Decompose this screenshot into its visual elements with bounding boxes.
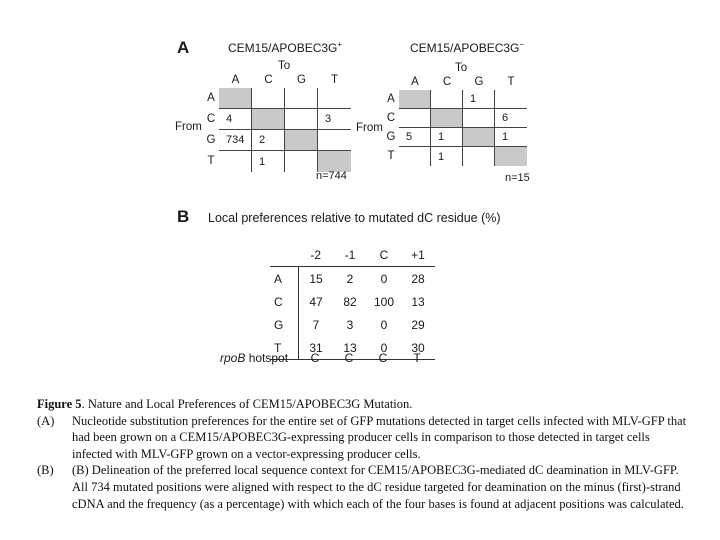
right-from-label: From: [356, 122, 383, 134]
hotspot-value: C: [344, 351, 354, 365]
left-matrix-title-sup: +: [337, 40, 343, 49]
panel-b-letter: B: [177, 207, 190, 226]
caption-part-b: [37, 462, 687, 512]
left-from-label: From: [175, 121, 202, 133]
matrix-cell: [318, 130, 351, 151]
row-label: C: [386, 111, 396, 124]
matrix-cell: 4: [219, 109, 252, 130]
figure-caption: [37, 396, 687, 512]
row-label: C: [206, 112, 216, 125]
matrix-cell: [318, 88, 351, 109]
hotspot-label-italic: rpoB: [220, 351, 246, 365]
matrix-cell: [463, 109, 495, 128]
base-label: T: [270, 336, 299, 360]
position-header: C: [379, 247, 389, 262]
percentage-cell: 0: [380, 317, 388, 332]
matrix-cell: 1: [495, 128, 527, 147]
matrix-cell: [285, 151, 318, 172]
matrix-cell: [219, 88, 252, 109]
header-blank: [270, 243, 299, 267]
left-matrix-title-text: CEM15/APOBEC3G: [228, 41, 338, 55]
matrix-cell: [463, 147, 495, 166]
table-row: [270, 267, 435, 291]
percentage-cell: 29: [411, 317, 425, 332]
row-label: A: [387, 92, 395, 105]
matrix-cell: [285, 109, 318, 130]
row-label: G: [206, 133, 216, 146]
right-n-label: n=15: [505, 172, 530, 184]
column-label: C: [442, 76, 452, 88]
matrix-cell: 734: [219, 130, 252, 151]
percentage-cell: 47: [309, 294, 323, 309]
hotspot-value: C: [310, 351, 320, 365]
matrix-cell: 3: [318, 109, 351, 130]
percentage-cell: 82: [343, 294, 357, 309]
column-label: G: [474, 76, 484, 88]
percentage-cell: 31: [299, 336, 334, 360]
right-matrix-title-text: CEM15/APOBEC3G: [410, 41, 520, 55]
local-preference-table: [270, 243, 435, 360]
matrix-cell: [463, 128, 495, 147]
caption-a-tag: (A): [37, 413, 55, 428]
matrix-cell: 5: [399, 128, 431, 147]
position-header: -2: [310, 247, 322, 262]
percentage-cell: 15: [299, 267, 334, 291]
matrix-cell: [431, 109, 463, 128]
caption-b-text: (B) Delineation of the preferred local sequence context for CEM15/APOBEC3G-mediated dC deamination in MLV-GFP. All 734 mutated positions were aligned with respect to the dC residue targeted for deamination on the minus (first)-strand cDNA and the frequency (as a percentage) with which each of the four bases is found at adjacent positions was calculated.: [72, 463, 684, 511]
percentage-cell: 100: [373, 294, 395, 309]
panel-b-title: Local preferences relative to mutated dC residue (%): [208, 211, 501, 225]
matrix-cell: 1: [431, 147, 463, 166]
row-label: A: [207, 91, 215, 104]
matrix-cell: 6: [495, 109, 527, 128]
column-label: G: [297, 74, 306, 86]
column-label: A: [411, 76, 419, 88]
matrix-cell: 1: [463, 90, 495, 109]
row-label: G: [386, 130, 396, 143]
matrix-cell: [285, 88, 318, 109]
percentage-cell: 30: [401, 336, 435, 360]
position-header: +1: [411, 247, 425, 262]
percentage-cell: 7: [312, 317, 320, 332]
panel-a-letter: A: [177, 38, 190, 57]
right-to-label: To: [455, 62, 468, 74]
column-label: A: [231, 74, 240, 86]
matrix-cell: [252, 109, 285, 130]
hotspot-value: C: [378, 351, 388, 365]
percentage-cell: 0: [367, 267, 401, 291]
caption-figure-title: . Nature and Local Preferences of CEM15/APOBEC3G Mutation.: [81, 397, 413, 411]
percentage-cell: 13: [333, 336, 367, 360]
column-label: T: [507, 76, 515, 88]
matrix-cell: [285, 130, 318, 151]
left-n-label: n=744: [316, 170, 347, 182]
base-label: G: [270, 313, 299, 336]
matrix-cell: 1: [431, 128, 463, 147]
matrix-cell: [252, 88, 285, 109]
right-matrix-title-sup: −: [519, 40, 525, 49]
caption-heading: [37, 396, 687, 413]
matrix-cell: [219, 151, 252, 172]
caption-figure-label: Figure 5: [37, 397, 82, 411]
matrix-cell: 1: [252, 151, 285, 172]
matrix-cell: [495, 147, 527, 166]
table-row: [270, 313, 435, 336]
matrix-cell: 2: [252, 130, 285, 151]
row-label: T: [387, 149, 395, 162]
row-label: T: [207, 154, 215, 167]
left-matrix-title: [228, 40, 342, 55]
base-label: A: [270, 267, 299, 291]
base-label: C: [270, 290, 299, 313]
position-header: -1: [344, 247, 356, 262]
matrix-cell: [399, 147, 431, 166]
percentage-cell: 2: [333, 267, 367, 291]
caption-b-tag: (B): [37, 463, 54, 478]
column-label: C: [264, 74, 273, 86]
left-to-label: To: [278, 60, 291, 72]
matrix-cell: [318, 151, 351, 172]
percentage-cell: 13: [411, 294, 425, 309]
table-row: [270, 290, 435, 313]
column-label: T: [330, 74, 339, 86]
left-substitution-matrix: [219, 88, 351, 172]
hotspot-value: T: [413, 351, 421, 365]
matrix-cell: [399, 90, 431, 109]
matrix-cell: [399, 109, 431, 128]
matrix-cell: [495, 90, 527, 109]
right-matrix-title: [410, 40, 524, 55]
matrix-cell: [431, 90, 463, 109]
caption-part-a: [37, 413, 687, 463]
percentage-cell: 3: [346, 317, 354, 332]
percentage-cell: 28: [401, 267, 435, 291]
percentage-cell: 0: [367, 336, 401, 360]
hotspot-label: [220, 351, 288, 365]
caption-a-text: Nucleotide substitution preferences for the entire set of GFP mutations detected in target cells infected with MLV-GFP that had been grown on a CEM15/APOBEC3G-expressing producer cells in comparison to those detected in target cells infected with MLV-GFP grown on a vector-expressing producer cells.: [72, 413, 687, 461]
right-substitution-matrix: [399, 90, 527, 166]
hotspot-label-rest: hotspot: [245, 351, 289, 365]
